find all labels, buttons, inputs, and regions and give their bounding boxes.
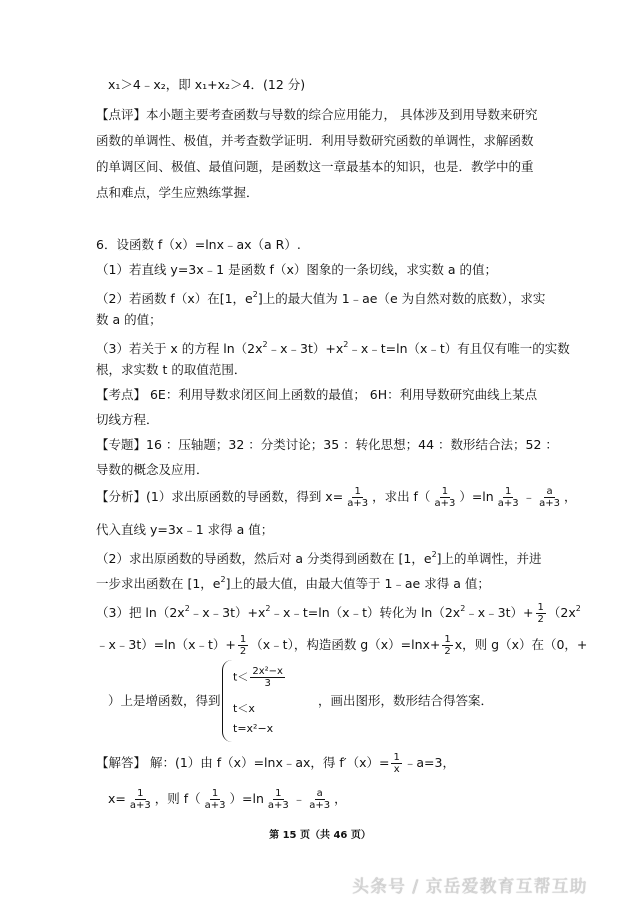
fenxi-line-7a: ）上是增函数，得到 (108, 693, 221, 708)
fenxi-line-5: （3）把 $\ln(2x^2﹣x﹣3t)+x^2﹣x﹣t=\ln(x﹣t)$转化为 $\ln(2x^2﹣x﹣3t)+$ $\frac{1}{2}$ （$2x^2$ (96, 602, 581, 625)
system-row-1: t＜ $\frac{\text{2x²−x}}{3}$ (233, 666, 283, 689)
fenxi-line-7b: ，画出图形，数形结合得答案． (318, 693, 494, 708)
problem-q3-cont: 根，求实数 t 的取值范围． (96, 362, 247, 377)
comment-line-2: 函数的单调性、极值，并考查数学证明．利用导数研究函数的单调性，求解函数 (96, 133, 534, 148)
kaodian-line-2: 切线方程． (96, 412, 159, 427)
fenxi-line-2: 代入直线 y=3x﹣1 求得 a 值； (96, 522, 274, 537)
fraction: $\frac{a}{a+3}$ (539, 486, 560, 509)
page-footer: 第 15 页（共 46 页） (269, 830, 371, 841)
fenxi-line-4: 一步求出函数在 [1，$e^2$]上的最大值，由最大值等于 1﹣ae 求得 a 值； (96, 575, 490, 591)
fraction: $\frac{1}{2}$ (239, 634, 247, 657)
fraction: $\frac{1}{a+3}$ (347, 486, 369, 509)
problem-q3: （3）若关于 x 的方程 $\ln(2x^2﹣x﹣3t)+x^2﹣x﹣t=\ln(x﹣t)$有且仅有唯一的实数 (96, 340, 570, 356)
comment-line-1: 【点评】本小题主要考查函数与导数的综合应用能力， 具体涉及到用导数来研究 (96, 107, 538, 122)
problem-q1: （1）若直线 y=3x﹣1 是函数 f（x）图象的一条切线，求实数 a 的值； (96, 262, 497, 277)
problem-q2-cont: 数 a 的值； (96, 312, 162, 327)
fenxi-line-3: （2）求出原函数的导函数，然后对 a 分类得到函数在 [1，$e^2$]上的单调性，并进 (96, 550, 542, 566)
jieda-line-2: x= $\frac{1}{a+3}$ ，则 f（ $\frac{1}{a+3}$ ）=ln $\frac{1}{a+3}$ ﹣ $\frac{a}{a+3}$ ， (108, 788, 347, 811)
system-row-2: t＜x (233, 702, 255, 715)
fenxi-line-6: ﹣x﹣3t）=ln（x﹣t）+ $\frac{1}{2}$ （x﹣t），构造函数 g（x）=lnx+ $\frac{1}{2}$ x，则 g（x）在（0，+ (96, 634, 588, 657)
fraction: $\frac{1}{2}$ (537, 602, 544, 625)
jieda-line-1: 【解答】 解：(1）由 f（x）=lnx﹣ax，得 f′（x）= $\frac{1}{x}$ ﹣a=3， (96, 752, 455, 775)
fraction: $\frac{1}{a+3}$ (204, 788, 226, 811)
fraction: $\frac{1}{x}$ (393, 752, 400, 775)
fraction: $\frac{1}{2}$ (444, 634, 451, 657)
kaodian-line-1: 【考点】 6E：利用导数求闭区间上函数的最值； 6H：利用导数研究曲线上某点 (96, 387, 538, 402)
zhuanti-line-1: 【专题】16 ：压轴题；32 ：分类讨论；35 ：转化思想；44 ：数形结合法；52 ： (96, 437, 558, 452)
fraction: $\frac{1}{a+3}$ (497, 486, 519, 509)
inequality-system (222, 660, 313, 742)
zhuanti-line-2: 导数的概念及应用． (96, 462, 209, 477)
intro-line: x₁＞4﹣x₂，即 x₁+x₂＞4．(12 分) (108, 77, 306, 92)
fraction: $\frac{a}{a+3}$ (309, 788, 331, 811)
comment-line-4: 点和难点，学生应熟练掌握． (96, 185, 259, 200)
system-row-3: t=x²−x (233, 722, 274, 735)
fenxi-line-1: 【分析】(1）求出原函数的导函数，得到 x= $\frac{1}{a+3}$ ，求出 f（ $\frac{1}{a+3}$ ）=ln $\frac{1}{a+3}$ ﹣ $\frac{a}{a+3}$ ， (96, 486, 577, 509)
fraction: $\frac{1}{a+3}$ (129, 788, 151, 811)
comment-line-3: 的单调区间、极值、最值问题，是函数这一章最基本的知识，也是．教学中的重 (96, 159, 534, 174)
fraction: $\frac{1}{a+3}$ (267, 788, 289, 811)
fraction: $\frac{1}{a+3}$ (434, 486, 456, 509)
problem-stem: 6．设函数 f（x）=lnx﹣ax（a R）. (96, 237, 301, 252)
problem-q2: （2）若函数 f（x）在[1，$e^2$]上的最大值为 1﹣ae（e 为自然对数的底数），求实 (96, 290, 546, 306)
watermark: 头条号 / 京岳爱教育互帮互助 (352, 877, 588, 897)
